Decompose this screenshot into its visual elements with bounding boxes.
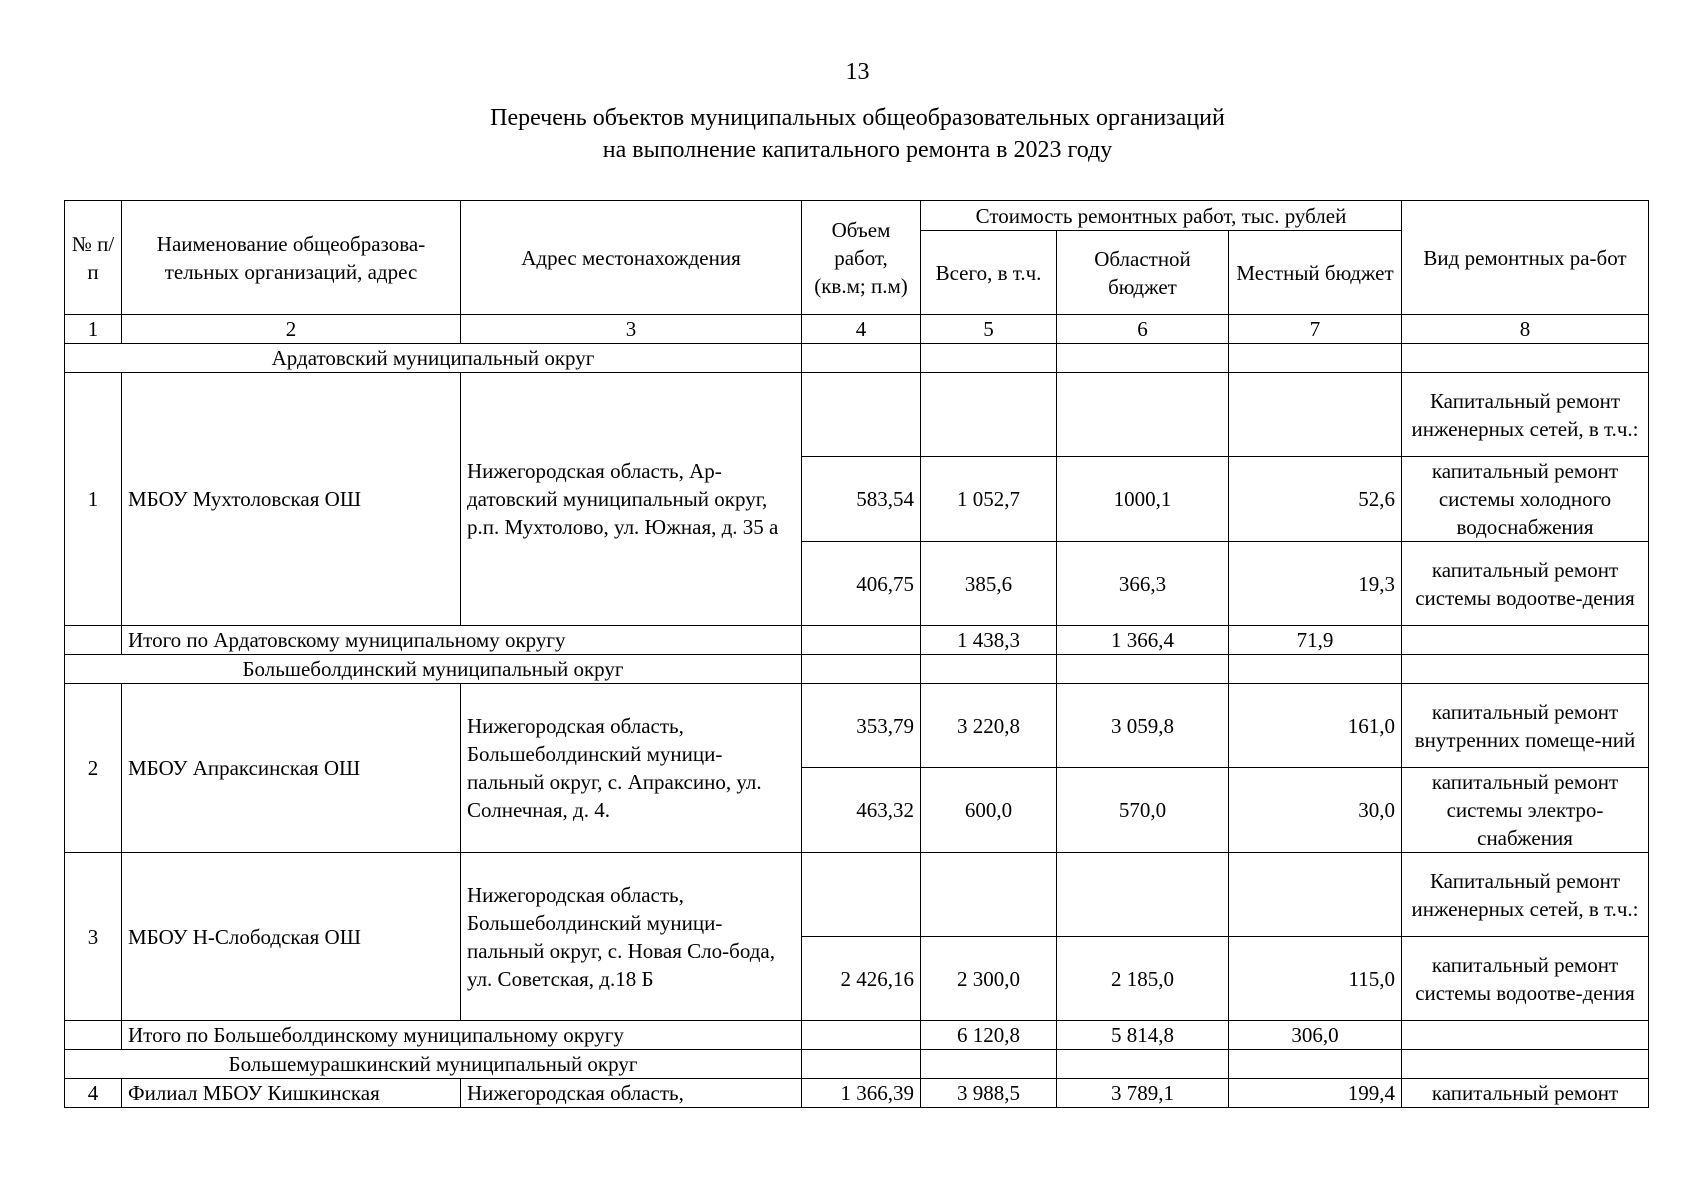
column-number: 4 <box>802 315 921 344</box>
work-type-cell: капитальный ремонт системы водоотве-дения <box>1402 937 1649 1021</box>
total-cell: 6 120,8 <box>921 1021 1057 1050</box>
school-address: Нижегородская область, Ар-датовский муниципальный округ, р.п. Мухтолово, ул. Южная, д. 35 а <box>461 373 802 626</box>
work-type-cell: Капитальный ремонт инженерных сетей, в т.ч.: <box>1402 853 1649 937</box>
school-name: МБОУ Апраксинская ОШ <box>122 684 461 853</box>
section-row-bolshemurashkino <box>65 1050 1649 1079</box>
title-line-1: Перечень объектов муниципальных общеобразовательных организаций <box>490 105 1225 131</box>
regional-cell: 366,3 <box>1057 542 1229 626</box>
total-label: Итого по Большеболдинскому муниципальному округу <box>122 1021 802 1050</box>
header-work-type: Вид ремонтных ра-бот <box>1402 201 1649 315</box>
regional-cell: 570,0 <box>1057 768 1229 853</box>
local-cell: 71,9 <box>1229 626 1402 655</box>
regional-cell: 3 789,1 <box>1057 1079 1229 1108</box>
row-number: 1 <box>65 373 122 626</box>
total-cell: 1 438,3 <box>921 626 1057 655</box>
local-cell: 19,3 <box>1229 542 1402 626</box>
row-number: 3 <box>65 853 122 1021</box>
total-cell <box>921 373 1057 457</box>
work-type-cell: капитальный ремонт системы электро-снабжения <box>1402 768 1649 853</box>
total-cell: 3 988,5 <box>921 1079 1057 1108</box>
total-cell: 2 300,0 <box>921 937 1057 1021</box>
work-type-cell: капитальный ремонт системы водоотве-дения <box>1402 542 1649 626</box>
total-cell: 385,6 <box>921 542 1057 626</box>
local-cell: 199,4 <box>1229 1079 1402 1108</box>
local-cell: 306,0 <box>1229 1021 1402 1050</box>
header-cost-group: Стоимость ремонтных работ, тыс. рублей <box>921 201 1402 231</box>
column-number: 1 <box>65 315 122 344</box>
regional-cell: 5 814,8 <box>1057 1021 1229 1050</box>
header-local: Местный бюджет <box>1229 231 1402 315</box>
school-name: МБОУ Мухтоловская ОШ <box>122 373 461 626</box>
local-cell: 115,0 <box>1229 937 1402 1021</box>
table-row <box>65 373 1649 457</box>
local-cell: 161,0 <box>1229 684 1402 768</box>
section-title: Большеболдинский муниципальный округ <box>65 655 802 684</box>
section-title: Большемурашкинский муниципальный округ <box>65 1050 802 1079</box>
header-volume: Объем работ, (кв.м; п.м) <box>802 201 921 315</box>
total-cell: 3 220,8 <box>921 684 1057 768</box>
total-cell: 1 052,7 <box>921 457 1057 542</box>
regional-cell: 2 185,0 <box>1057 937 1229 1021</box>
table-row <box>65 853 1649 937</box>
section-row-ardatov <box>65 344 1649 373</box>
school-address: Нижегородская область, Большеболдинский муници-пальный округ, с. Апраксино, ул. Солнечная, д. 4. <box>461 684 802 853</box>
volume-cell <box>802 853 921 937</box>
column-number: 3 <box>461 315 802 344</box>
local-cell: 52,6 <box>1229 457 1402 542</box>
school-address: Нижегородская область, <box>461 1079 802 1108</box>
table-row <box>65 1079 1649 1108</box>
volume-cell: 583,54 <box>802 457 921 542</box>
column-number: 6 <box>1057 315 1229 344</box>
title-line-2: на выполнение капитального ремонта в 2023 году <box>602 137 1113 163</box>
total-row-ardatov <box>65 626 1649 655</box>
regional-cell: 3 059,8 <box>1057 684 1229 768</box>
header-name: Наименование общеобразова-тельных организаций, адрес <box>122 201 461 315</box>
section-row-bolsheboldino <box>65 655 1649 684</box>
column-numbers-row <box>65 315 1649 344</box>
total-cell: 600,0 <box>921 768 1057 853</box>
work-type-cell: Капитальный ремонт инженерных сетей, в т.ч.: <box>1402 373 1649 457</box>
section-title: Ардатовский муниципальный округ <box>65 344 802 373</box>
header-row-1 <box>65 201 1649 231</box>
regional-cell <box>1057 853 1229 937</box>
row-number: 4 <box>65 1079 122 1108</box>
total-label: Итого по Ардатовскому муниципальному округу <box>122 626 802 655</box>
school-address: Нижегородская область, Большеболдинский муници-пальный округ, с. Новая Сло-бода, ул. Советская, д.18 Б <box>461 853 802 1021</box>
total-row-bolsheboldino <box>65 1021 1649 1050</box>
regional-cell <box>1057 373 1229 457</box>
page-number: 13 <box>845 59 870 85</box>
table-row <box>65 684 1649 768</box>
volume-cell: 463,32 <box>802 768 921 853</box>
regional-cell: 1 366,4 <box>1057 626 1229 655</box>
column-number: 5 <box>921 315 1057 344</box>
school-name: МБОУ Н-Слободская ОШ <box>122 853 461 1021</box>
header-regional: Областной бюджет <box>1057 231 1229 315</box>
column-number: 8 <box>1402 315 1649 344</box>
work-type-cell: капитальный ремонт внутренних помеще-ний <box>1402 684 1649 768</box>
header-address: Адрес местонахождения <box>461 201 802 315</box>
total-cell <box>921 853 1057 937</box>
volume-cell <box>802 373 921 457</box>
header-num: № п/п <box>65 201 122 315</box>
volume-cell: 353,79 <box>802 684 921 768</box>
volume-cell: 2 426,16 <box>802 937 921 1021</box>
column-number: 7 <box>1229 315 1402 344</box>
column-number: 2 <box>122 315 461 344</box>
row-number: 2 <box>65 684 122 853</box>
local-cell: 30,0 <box>1229 768 1402 853</box>
header-total: Всего, в т.ч. <box>921 231 1057 315</box>
local-cell <box>1229 373 1402 457</box>
repair-objects-table <box>64 200 1649 1108</box>
work-type-cell: капитальный ремонт <box>1402 1079 1649 1108</box>
volume-cell: 406,75 <box>802 542 921 626</box>
regional-cell: 1000,1 <box>1057 457 1229 542</box>
school-name: Филиал МБОУ Кишкинская <box>122 1079 461 1108</box>
work-type-cell: капитальный ремонт системы холодного водоснабжения <box>1402 457 1649 542</box>
document-title <box>0 102 1697 166</box>
local-cell <box>1229 853 1402 937</box>
volume-cell: 1 366,39 <box>802 1079 921 1108</box>
